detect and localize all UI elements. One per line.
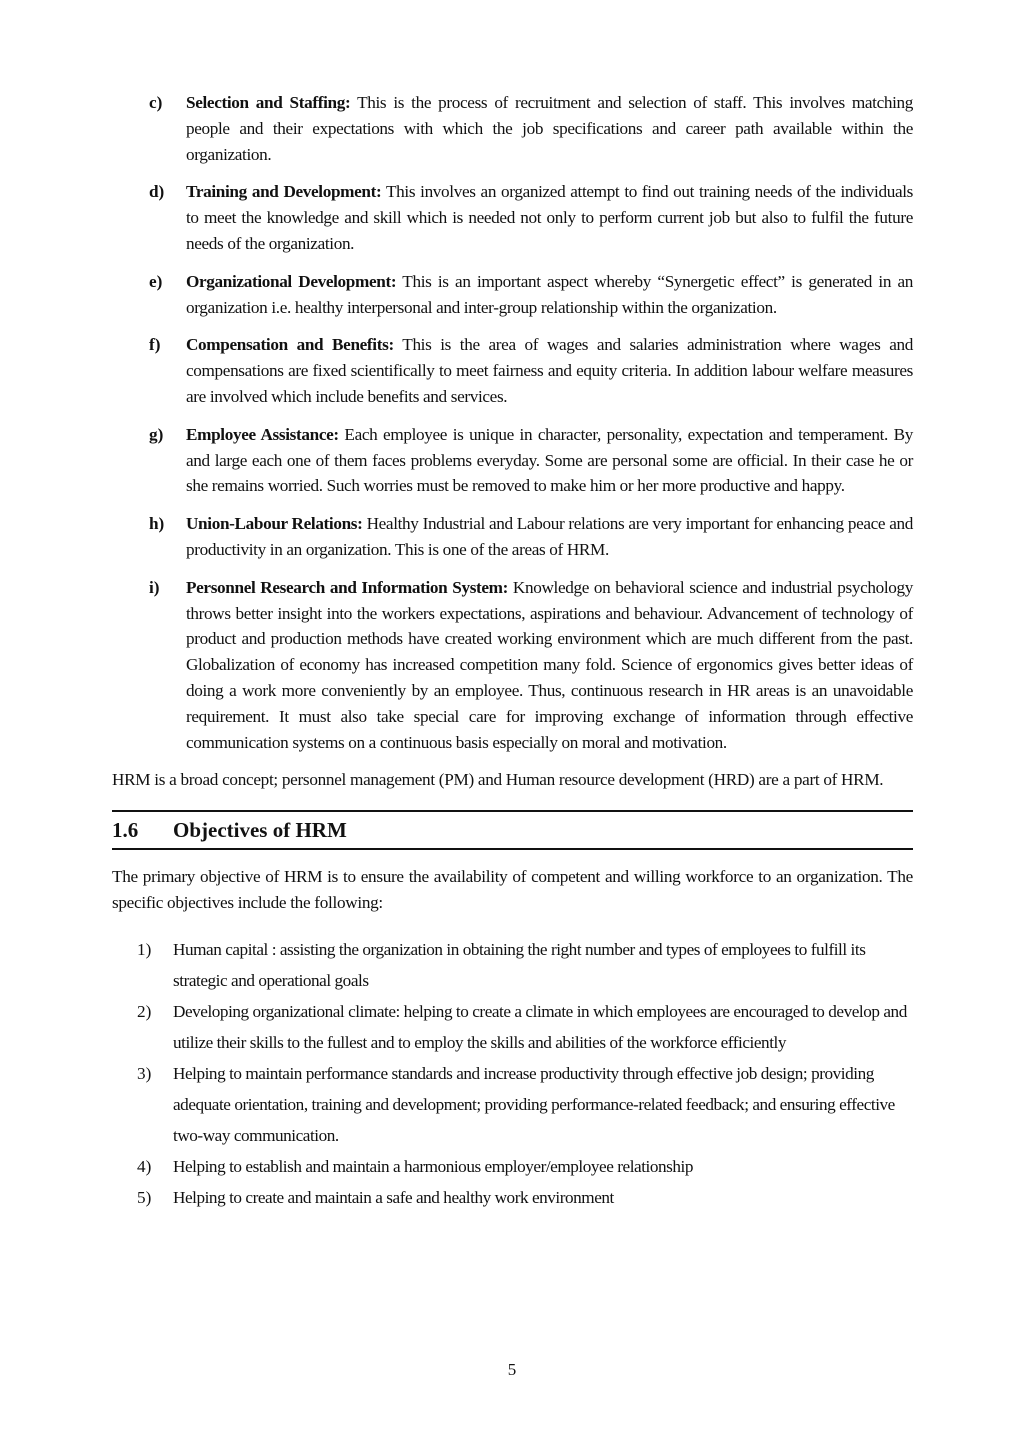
item-text: This is the process of recruitment and selection of staff. This involves matching people and their expectations with which the job specifications and career path available within the organization. bbox=[186, 93, 913, 164]
list-item bbox=[112, 575, 913, 756]
item-title: Compensation and Benefits: bbox=[186, 335, 394, 355]
list-marker: e) bbox=[149, 271, 163, 291]
list-marker: 4) bbox=[137, 1156, 152, 1176]
hrm-functions-list bbox=[112, 90, 913, 755]
item-text: This is the area of wages and salaries administration where wages and compensations are fixed scientifically to meet fairness and equity criteria. In addition labour welfare measures are involved which include benefits and services. bbox=[186, 335, 913, 406]
closing-paragraph: HRM is a broad concept; personnel management (PM) and Human resource development (HRD) are a part of HRM. bbox=[112, 770, 884, 790]
list-marker: c) bbox=[149, 93, 163, 112]
page-number: 5 bbox=[507, 1360, 517, 1379]
list-marker: 5) bbox=[137, 1187, 152, 1207]
list-marker: d) bbox=[149, 182, 165, 202]
list-item bbox=[112, 179, 913, 256]
item-text: Knowledge on behavioral science and industrial psychology throws better insight into the workers expectations, aspirations and behaviour. Advancement of technology of product and production methods have created working environment which are much different from the past. Globalization of economy has increased competition many fold. Science of ergonomics gives better ideas of doing a work more conveniently by an employee. Thus, continuous research in HR areas is an unavoidable requirement. It must also take special care for improving exchange of information through effective communication systems on a continuous basis especially on moral and motivation. bbox=[186, 577, 913, 752]
objectives-list bbox=[112, 934, 913, 1213]
item-title: Personnel Research and Information System: bbox=[186, 577, 509, 597]
item-text: This is an important aspect whereby “Synergetic effect” is generated in an organization i.e. healthy interpersonal and inter-group relationship within the organization. bbox=[186, 271, 913, 317]
list-marker: i) bbox=[149, 577, 160, 597]
list-item bbox=[112, 511, 913, 563]
list-marker: 3) bbox=[137, 1063, 152, 1083]
item-title: Organizational Development: bbox=[186, 271, 397, 291]
item-text: This involves an organized attempt to find out training needs of the individuals to meet the knowledge and skill which is needed not only to perform current job but also to fulfil the future needs of the organization. bbox=[186, 182, 914, 253]
list-item bbox=[112, 1151, 913, 1182]
section-number: 1.6 bbox=[112, 817, 139, 842]
item-text: Helping to create and maintain a safe and healthy work environment bbox=[173, 1187, 614, 1207]
list-item bbox=[112, 269, 913, 321]
item-text: Helping to establish and maintain a harmonious employer/employee relationship bbox=[173, 1156, 693, 1176]
item-text: Helping to maintain performance standards and increase productivity through effective job design; providing adequate orientation, training and development; providing performance-related feedback; and ensuring effective two-way communication. bbox=[173, 1063, 895, 1145]
list-item bbox=[112, 90, 913, 167]
list-marker: 1) bbox=[137, 939, 152, 959]
list-marker: f) bbox=[149, 335, 161, 355]
list-item bbox=[112, 1058, 913, 1151]
document-page bbox=[112, 90, 913, 1213]
item-text: Developing organizational climate: helping to create a climate in which employees are encouraged to develop and utilize their skills to the fullest and to employ the skills and abilities of the workforce efficiently bbox=[173, 1001, 907, 1052]
item-title: Union-Labour Relations: bbox=[186, 514, 363, 534]
item-title: Selection and Staffing: bbox=[186, 93, 351, 112]
list-item bbox=[112, 1182, 913, 1213]
item-title: Employee Assistance: bbox=[186, 424, 339, 444]
list-item bbox=[112, 996, 913, 1058]
item-text: Each employee is unique in character, personality, expectation and temperament. By and large each one of them faces problems everyday. Some are personal some are official. In their case he or she remains worried. Such worries must be removed to make him or her more productive and happy. bbox=[186, 424, 913, 496]
section-title: Objectives of HRM bbox=[173, 817, 347, 842]
list-item bbox=[112, 934, 913, 996]
section-intro: The primary objective of HRM is to ensure the availability of competent and willing workforce to an organization. The specific objectives include the following: bbox=[112, 867, 913, 913]
list-marker: g) bbox=[149, 424, 164, 444]
list-marker: 2) bbox=[137, 1001, 152, 1021]
list-item bbox=[112, 332, 913, 409]
item-text: Healthy Industrial and Labour relations are very important for enhancing peace and productivity in an organization. This is one of the areas of HRM. bbox=[186, 514, 913, 559]
item-text: Human capital : assisting the organization in obtaining the right number and types of employees to fulfill its strategic and operational goals bbox=[173, 939, 866, 990]
item-title: Training and Development: bbox=[186, 182, 382, 202]
list-marker: h) bbox=[149, 514, 165, 534]
section-heading bbox=[112, 810, 913, 850]
list-item bbox=[112, 422, 913, 499]
